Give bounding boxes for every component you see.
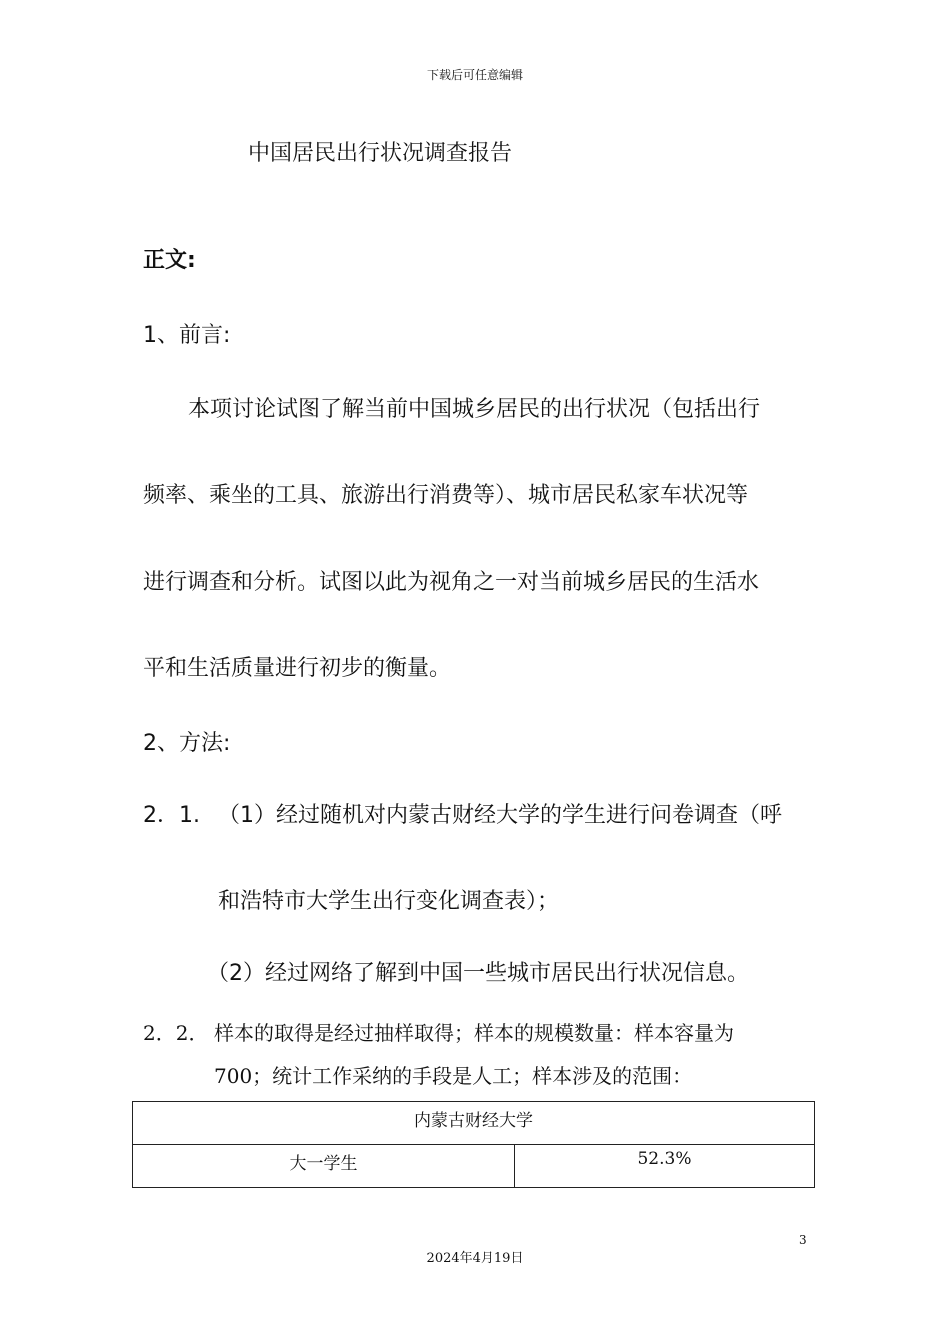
preface-line: 进行调查和分析。试图以此为视角之一对当前城乡居民的生活水 — [143, 570, 760, 595]
table-header-cell: 内蒙古财经大学 — [133, 1102, 815, 1145]
sample-scope-table — [132, 1101, 815, 1188]
footer-date: 2024年4月19日 — [426, 1251, 524, 1266]
item-2-1-number: 2．1. — [143, 803, 200, 828]
header-note: 下载后可任意编辑 — [426, 68, 523, 82]
method-heading: 2、方法: — [143, 731, 231, 756]
preface-line: 本项讨论试图了解当前中国城乡居民的出行状况（包括出行 — [188, 397, 761, 422]
item-2-1-line: （1）经过随机对内蒙古财经大学的学生进行问卷调查（呼 — [218, 803, 782, 828]
preface-line: 频率、乘坐的工具、旅游出行消费等）、城市居民私家车状况等 — [143, 483, 749, 508]
page-number: 3 — [799, 1233, 807, 1247]
table-header-row — [133, 1102, 815, 1145]
table-cell-value: 52.3% — [515, 1145, 815, 1188]
section-label: 正文: — [143, 248, 196, 273]
preface-line: 平和生活质量进行初步的衡量。 — [143, 656, 452, 681]
item-2-1-line: （2）经过网络了解到中国一些城市居民出行状况信息。 — [207, 961, 749, 986]
preface-heading: 1、前言: — [143, 323, 231, 348]
document-title: 中国居民出行状况调查报告 — [248, 141, 513, 166]
item-2-2-line: 样本的取得是经过抽样取得；样本的规模数量：样本容量为 — [214, 1021, 734, 1045]
item-2-2-line: 700；统计工作采纳的手段是人工；样本涉及的范围： — [214, 1064, 693, 1088]
table-cell-label: 大一学生 — [133, 1145, 515, 1188]
item-2-1-line: 和浩特市大学生出行变化调查表）； — [218, 889, 560, 914]
item-2-2-number: 2．2． — [143, 1021, 209, 1045]
table-row — [133, 1145, 815, 1188]
